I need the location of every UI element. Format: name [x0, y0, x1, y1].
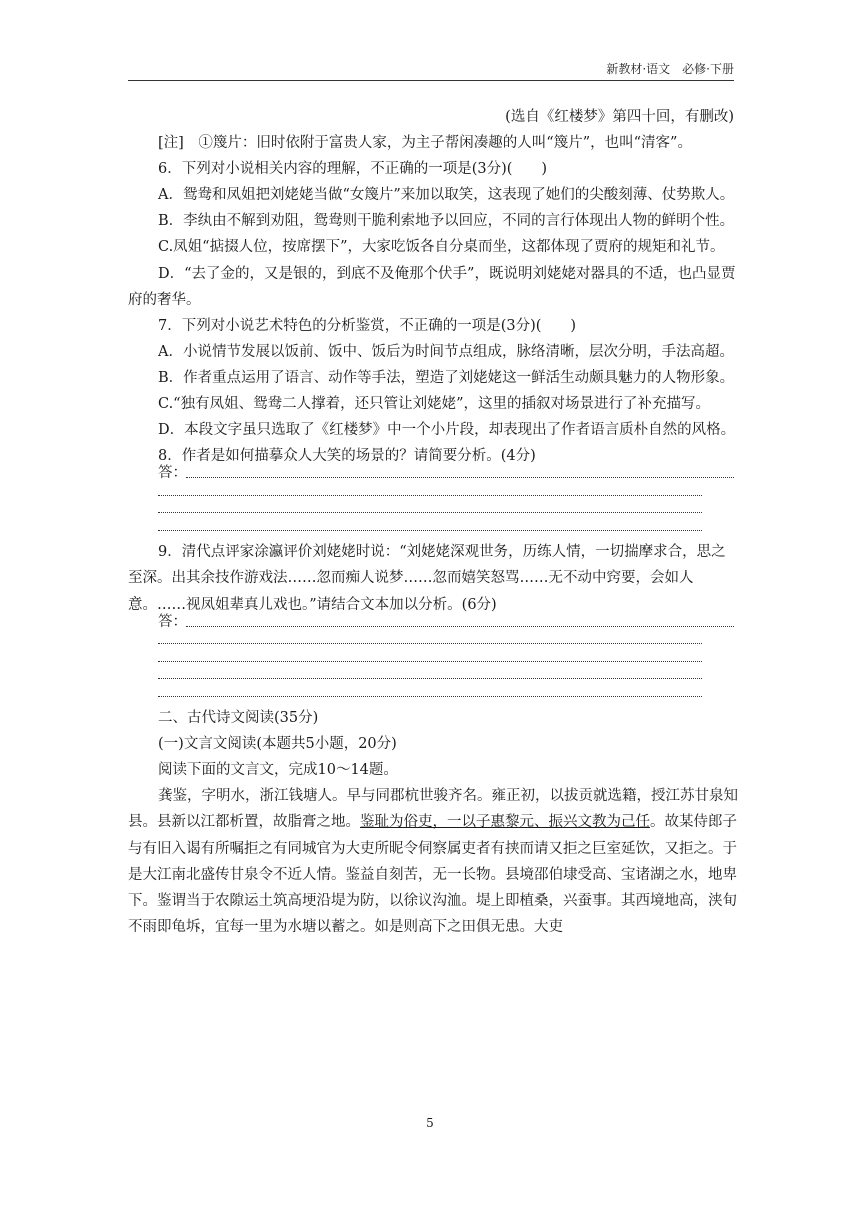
instruction: 阅读下面的文言文，完成10～14题。	[158, 762, 398, 779]
answer-dotted-line	[158, 635, 738, 653]
classical-passage	[128, 783, 738, 940]
running-header: 新教材·语文 必修·下册	[128, 60, 734, 81]
q8-answer-line	[158, 465, 738, 487]
answer-dotted-line	[158, 688, 738, 706]
answer-dotted-line	[158, 487, 738, 505]
q7-option-c: C.“独有凤姐、鸳鸯二人撑着，还只管让刘姥姥”，这里的插叙对场景进行了补充描写。	[158, 396, 711, 413]
q9-stem: 9．清代点评家涂瀛评价刘姥姥时说：“刘姥姥深观世务，历练人情，一切揣摩求合，思之至深。出其余技作游戏法……忽而痴人说梦……忽而嬉笑怒骂……无不动中窍要，会如人意。……视凤姐辈真儿戏也。”请结合文本加以分析。(6分)	[128, 544, 726, 613]
answer-dotted-line	[186, 477, 734, 478]
answer-dotted-line	[158, 653, 738, 671]
passage-text: 龚鉴，字明水，浙江钱塘人。早与同郡杭世骏齐名。雍正初，以拔贡就选籍，授江苏甘泉知县。县新以江都析置，故脂膏之地。	[128, 788, 738, 831]
q8-answer-label: 答：	[158, 465, 187, 482]
q9-answer-label: 答：	[158, 613, 187, 630]
answer-dotted-line	[186, 626, 734, 627]
q9-answer-line	[158, 613, 738, 636]
section-title: 二、古代诗文阅读(35分)	[158, 710, 319, 727]
source-citation: (选自《红楼梦》第四十回，有删改)	[505, 109, 734, 125]
answer-dotted-line	[158, 522, 738, 540]
page-body	[128, 104, 738, 940]
footnote: [注] ①篾片：旧时依附于富贵人家，为主子帮闲凑趣的人叫“篾片”，也叫“清客”。	[158, 135, 692, 152]
q7-stem: 7．下列对小说艺术特色的分析鉴赏，不正确的一项是(3分)( )	[158, 317, 577, 334]
q7-option-a: A．小说情节发展以饭前、饭中、饭后为时间节点组成，脉络清晰，层次分明，手法高超。	[158, 343, 734, 360]
answer-dotted-line	[158, 504, 738, 522]
q6-option-c: C.凤姐“掂掇人位，按席摆下”，大家吃饭各自分桌而坐，这都体现了贾府的规矩和礼节。	[158, 239, 725, 256]
q7-option-b: B．作者重点运用了语言、动作等手法，塑造了刘姥姥这一鲜活生动颇具魅力的人物形象。	[158, 369, 735, 386]
q6-stem: 6．下列对小说相关内容的理解，不正确的一项是(3分)( )	[158, 161, 548, 178]
page-number: 5	[426, 1116, 434, 1130]
q6-option-d: D．“去了金的，又是银的，到底不及俺那个伏手”，既说明刘姥姥对器具的不适，也凸显贾府的奢华。	[128, 265, 736, 308]
q6-option-b: B．李纨由不解到劝阻，鸳鸯则干脆利索地予以回应，不同的言行体现出人物的鲜明个性。	[158, 213, 735, 230]
q7-option-d: D．本段文字虽只选取了《红楼梦》中一个小片段，却表现出了作者语言质朴自然的风格。	[158, 422, 736, 439]
subsection-title: (一)文言文阅读(本题共5小题，20分)	[158, 736, 397, 753]
q8-stem: 8．作者是如何描摹众人大笑的场景的？请简要分析。(4分)	[158, 448, 536, 465]
answer-dotted-line	[158, 670, 738, 688]
q6-option-a: A．鸳鸯和凤姐把刘姥姥当做“女篾片”来加以取笑，这表现了她们的尖酸刻薄、仗势欺人。	[158, 187, 735, 204]
underlined-sentence: 鉴耻为俗吏，一以子惠黎元、振兴文教为己任	[360, 814, 650, 831]
passage-text-continued: 。故某侍郎子与有旧入谒有所嘱拒之有同城官为大吏所昵令伺察属吏者有挟而请又拒之巨室延饮，又拒之。于是大江南北盛传甘泉令不近人情。鉴益自刻苦，无一长物。县境邵伯埭受高、宝诸湖之水，地卑下。鉴谓当于农隙运土筑高埂沿堤为防，以徐议沟洫。堤上即植桑，兴蚕事。其西境地高，浃旬不雨即龟坼，宜每一里为水塘以蓄之。如是则高下之田俱无患。大吏	[128, 814, 737, 935]
